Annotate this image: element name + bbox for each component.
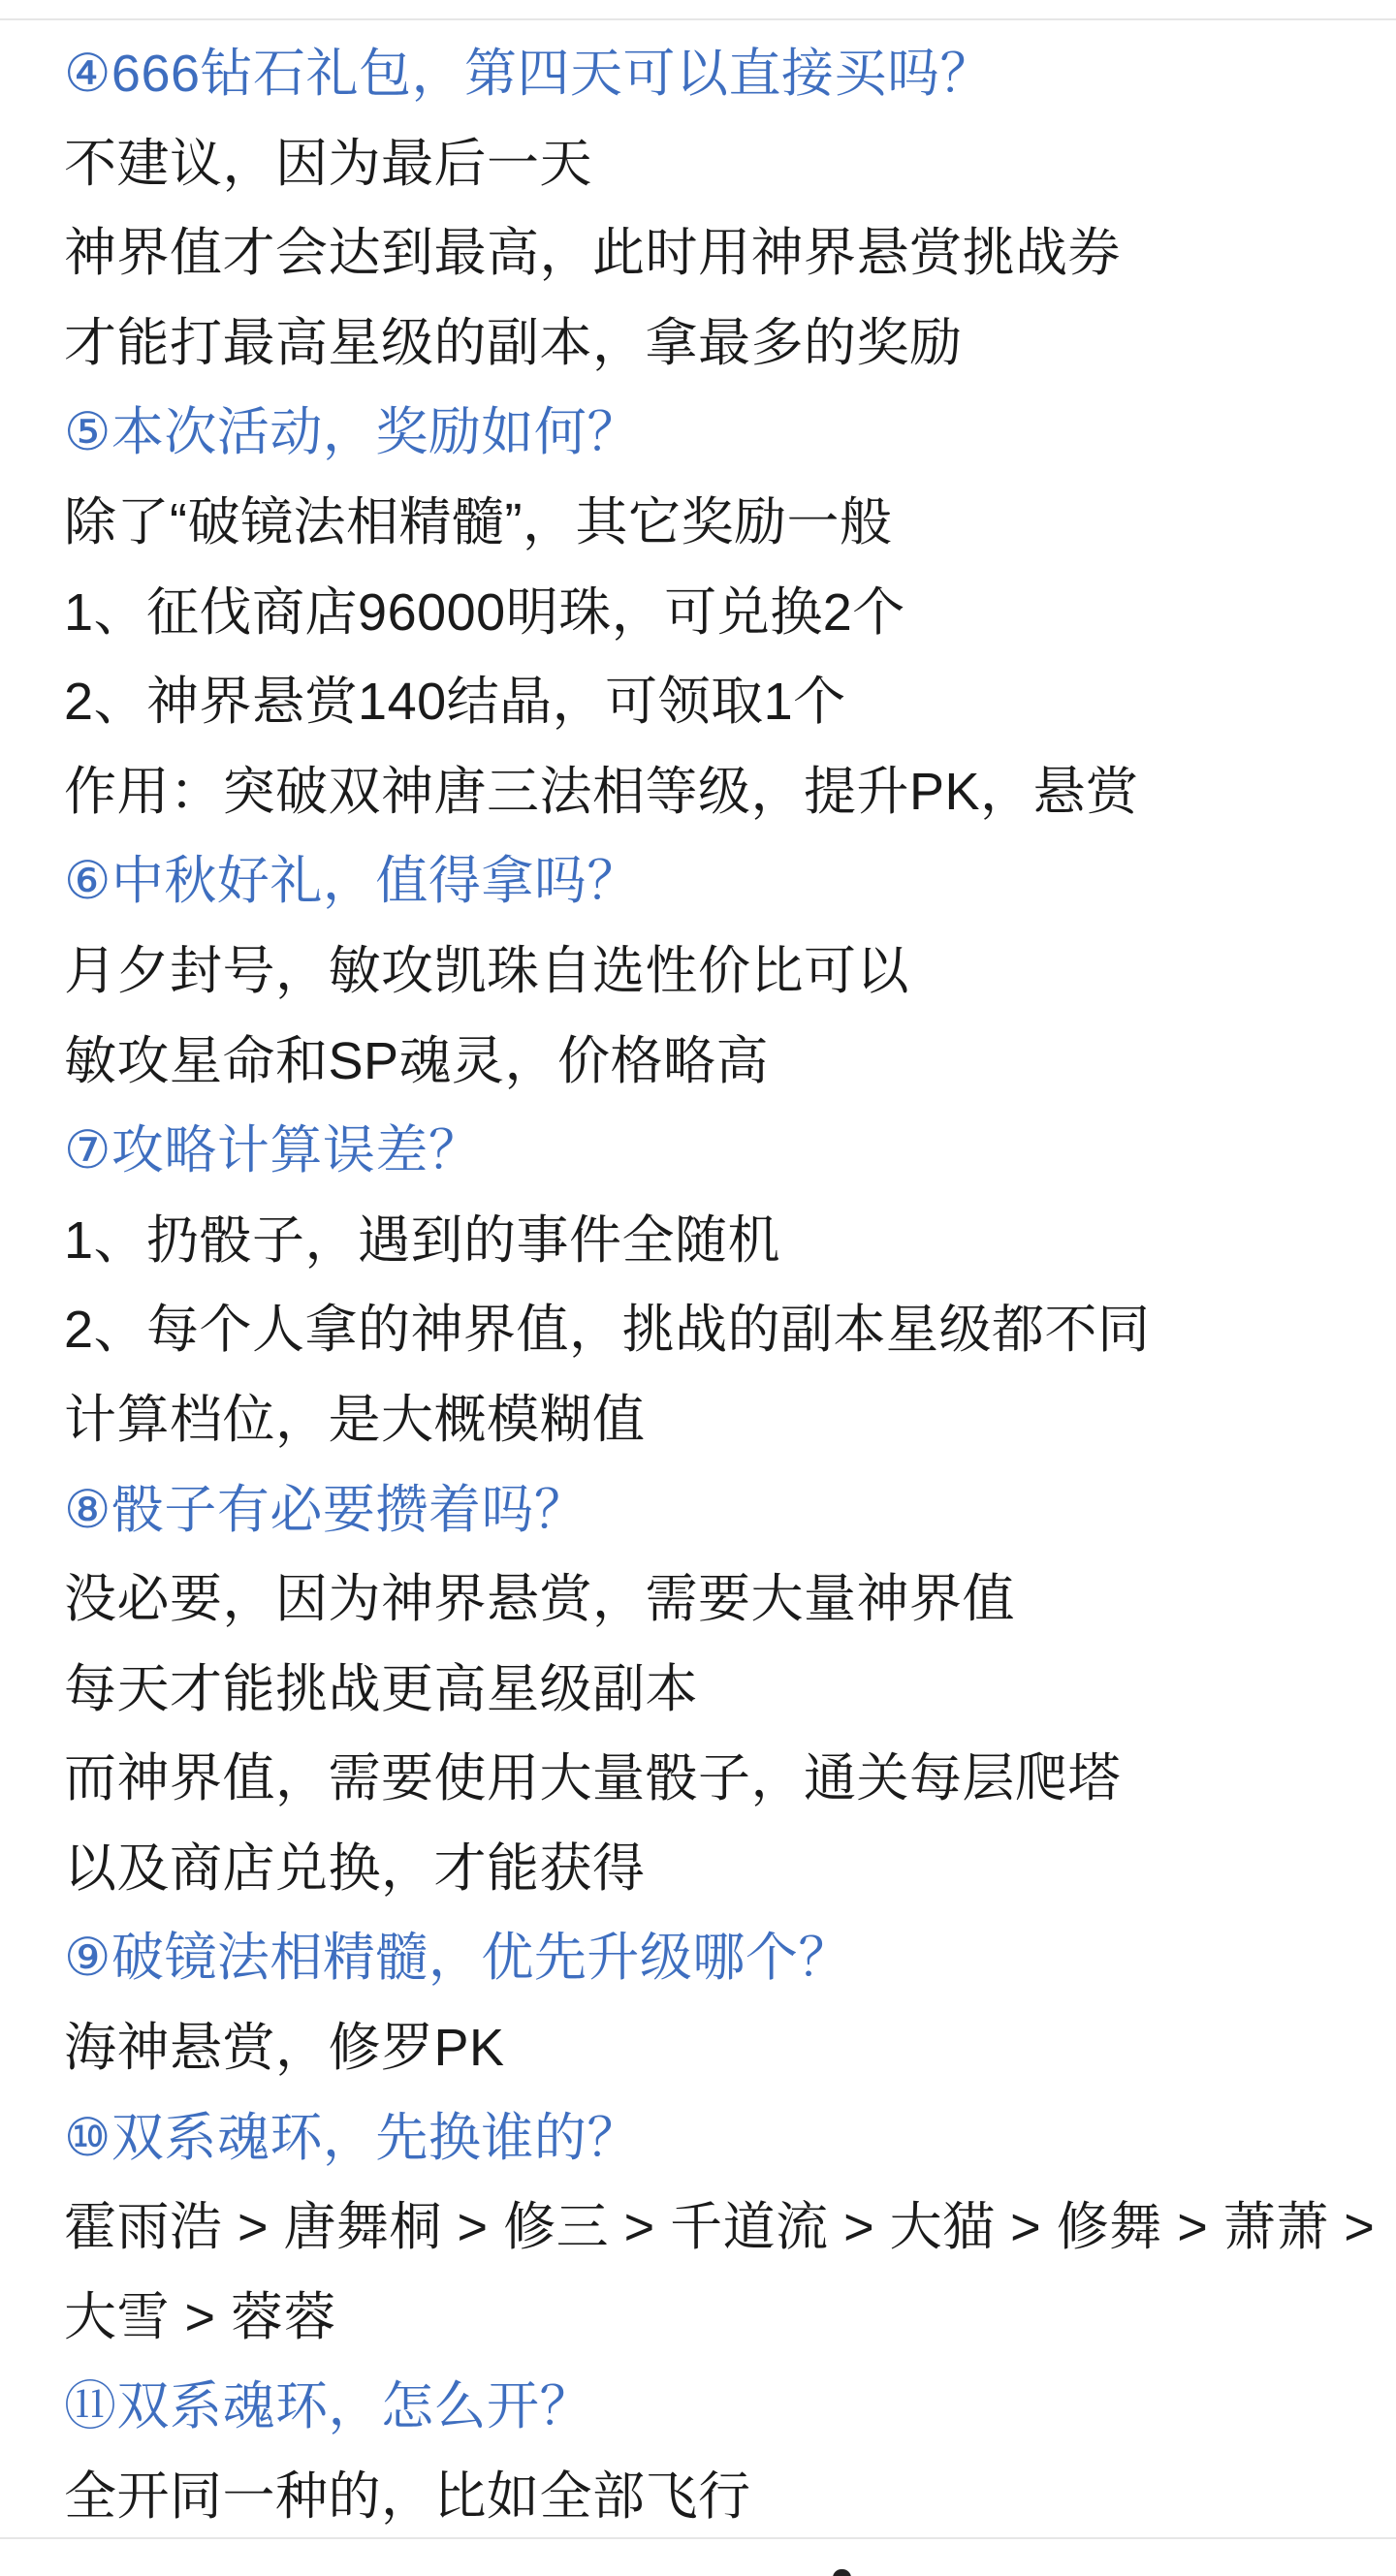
qa-answer-line: 作用：突破双神唐三法相等级，提升PK，悬赏 xyxy=(64,762,1139,821)
qa-answer-line: 以及商店兑换，才能获得 xyxy=(64,1838,646,1898)
qa-answer-line: 全开同一种的，比如全部飞行 xyxy=(64,2467,751,2527)
top-divider xyxy=(0,18,1396,20)
qa-answer-line: 没必要，因为神界悬赏，需要大量神界值 xyxy=(64,1570,1015,1629)
qa-answer-line: 而神界值，需要使用大量骰子，通关每层爬塔 xyxy=(64,1749,1121,1808)
cutoff-bottom-icon xyxy=(833,2569,851,2576)
qa-question-line: ⑦攻略计算误差？ xyxy=(64,1121,482,1180)
qa-question-line: ⑤本次活动，奖励如何？ xyxy=(64,403,640,462)
qa-answer-line: 霍雨浩 > 唐舞桐 > 修三 > 千道流 > 大猫 > 修舞 > 萧萧 > xyxy=(64,2198,1376,2257)
qa-answer-line: 计算档位，是大概模糊值 xyxy=(64,1390,646,1449)
bottom-divider xyxy=(0,2537,1396,2539)
qa-answer-line: 海神悬赏，修罗PK xyxy=(64,2019,505,2078)
qa-answer-line: 1、征伐商店96000明珠，可兑换2个 xyxy=(64,582,905,642)
qa-answer-line: 月夕封号，敏攻凯珠自选性价比可以 xyxy=(64,941,909,1000)
qa-question-line: ⑪双系魂环，怎么开？ xyxy=(64,2377,592,2436)
qa-answer-line: 除了“破镜法相精髓”，其它奖励一般 xyxy=(64,492,893,551)
qa-question-line: ⑨破镜法相精髓，优先升级哪个？ xyxy=(64,1929,851,1988)
qa-answer-line: 神界值才会达到最高，此时用神界悬赏挑战券 xyxy=(64,224,1121,283)
qa-answer-line: 大雪 > 蓉蓉 xyxy=(64,2287,337,2346)
qa-answer-line: 才能打最高星级的副本，拿最多的奖励 xyxy=(64,313,963,372)
article-content xyxy=(0,29,1396,2542)
qa-question-line: ⑥中秋好礼，值得拿吗？ xyxy=(64,852,640,911)
qa-answer-line: 敏攻星命和SP魂灵，价格略高 xyxy=(64,1031,770,1090)
qa-question-line: ⑧骰子有必要攒着吗？ xyxy=(64,1480,587,1539)
qa-answer-line: 不建议，因为最后一天 xyxy=(64,134,592,193)
qa-question-line: ⑩双系魂环，先换谁的？ xyxy=(64,2108,640,2167)
qa-answer-line: 1、扔骰子，遇到的事件全随机 xyxy=(64,1210,781,1270)
qa-answer-line: 2、神界悬赏140结晶，可领取1个 xyxy=(64,673,846,732)
qa-question-line: ④666钻石礼包，第四天可以直接买吗？ xyxy=(64,45,994,103)
qa-answer-line: 每天才能挑战更高星级副本 xyxy=(64,1659,698,1718)
qa-answer-line: 2、每个人拿的神界值，挑战的副本星级都不同 xyxy=(64,1301,1151,1360)
